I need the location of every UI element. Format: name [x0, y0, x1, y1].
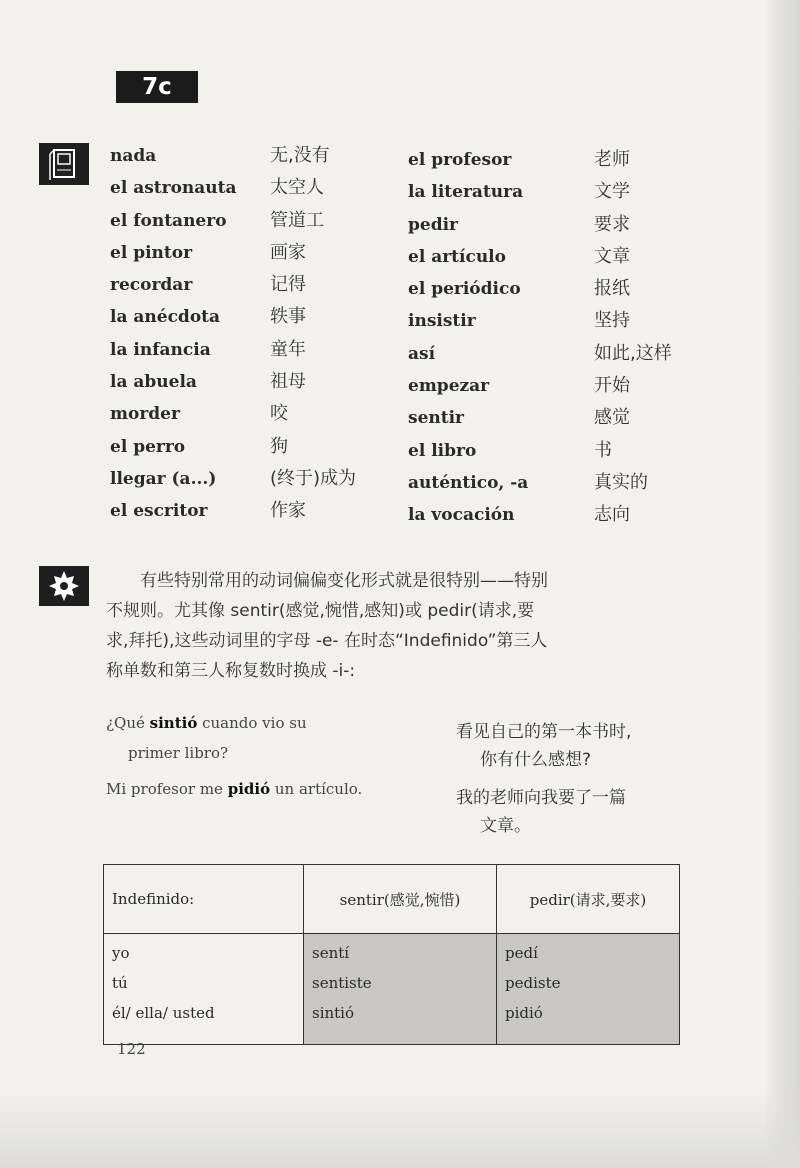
verb-form: sentiste [312, 974, 372, 992]
spanish-word: el libro [408, 440, 477, 461]
spanish-word: el perro [110, 436, 186, 457]
grammar-puzzle-icon [39, 566, 89, 606]
vocab-row [110, 172, 356, 204]
paragraph-line: 求,拜托),这些动词里的字母 -e- 在时态“Indefinido”第三人 [106, 631, 548, 651]
verb-form: sentí [312, 944, 350, 962]
example-text: Mi profesor me [106, 780, 228, 798]
page-bottom-shadow [0, 1088, 800, 1168]
vocab-row [110, 205, 356, 237]
spanish-word: nada [110, 146, 157, 166]
example-2-spanish [106, 780, 362, 798]
vocab-row [408, 370, 672, 402]
vocab-row [408, 499, 672, 531]
chinese-translation: 书 [594, 439, 612, 461]
vocab-list-left [110, 140, 356, 528]
vocab-row [408, 144, 672, 176]
spanish-word: el pintor [110, 242, 193, 263]
example-verb: pidió [227, 780, 271, 798]
table-header-row [104, 865, 680, 934]
verb-form: pedí [505, 944, 538, 962]
page-number: 122 [117, 1040, 146, 1058]
example-zh-line: 我的老师向我要了一篇 [456, 788, 626, 808]
table-row [104, 934, 680, 1045]
example-zh-line: 你有什么感想? [480, 750, 592, 770]
vocab-row [110, 140, 356, 172]
conjugation-table [103, 864, 680, 1045]
spanish-word: morder [110, 404, 180, 425]
chinese-translation: 太空人 [270, 177, 324, 199]
sentir-forms-cell [304, 934, 497, 1045]
grammar-explanation [106, 566, 696, 686]
chinese-translation: 老师 [594, 149, 630, 170]
spanish-word: el escritor [110, 501, 208, 522]
vocab-row [110, 463, 356, 495]
chinese-translation: 如此,这样 [594, 342, 672, 364]
paragraph-line: 有些特别常用的动词偏偏变化形式就是很特别——特别 [106, 571, 548, 591]
chinese-translation: 轶事 [270, 306, 306, 328]
vocab-row [408, 467, 672, 499]
spanish-word: la literatura [408, 182, 524, 203]
vocab-row [110, 269, 356, 301]
vocab-row [408, 176, 672, 208]
header-sentir: sentir(感觉,惋惜) [304, 865, 497, 934]
person-label: yo [112, 944, 130, 962]
verb-form: pidió [505, 1004, 543, 1022]
verb-form: pediste [505, 974, 561, 992]
chinese-translation: 画家 [270, 241, 306, 263]
chinese-translation: 管道工 [270, 209, 324, 231]
vocab-row [110, 334, 356, 366]
vocab-row [408, 402, 672, 434]
verb-form: sintió [312, 1004, 355, 1022]
person-label: tú [112, 974, 128, 992]
spanish-word: el astronauta [110, 178, 237, 199]
vocabulary-book-icon [39, 143, 89, 185]
vocab-row [110, 398, 356, 430]
vocab-row [408, 241, 672, 273]
chinese-translation: 无,没有 [270, 145, 330, 166]
chinese-translation: 文学 [594, 181, 630, 203]
vocab-row [408, 338, 672, 370]
chinese-translation: 感觉 [594, 407, 630, 429]
chinese-translation: 报纸 [594, 278, 630, 300]
spanish-word: el profesor [408, 150, 512, 170]
paragraph-line: 称单数和第三人称复数时换成 -i-: [106, 661, 356, 681]
example-zh-line: 看见自己的第一本书时, [456, 722, 632, 742]
chinese-translation: 开始 [594, 375, 630, 397]
header-tense: Indefinido: [104, 865, 304, 934]
chinese-translation: 要求 [594, 213, 630, 235]
spanish-word: auténtico, -a [408, 472, 529, 493]
spanish-word: empezar [408, 376, 490, 397]
example-text: cuando vio su [197, 714, 307, 732]
chinese-translation: 坚持 [594, 310, 630, 332]
chinese-translation: 咬 [270, 403, 288, 425]
example-1-chinese [456, 718, 631, 774]
spanish-word: la anécdota [110, 307, 221, 328]
example-1-spanish [106, 714, 307, 732]
spanish-word: el fontanero [110, 210, 227, 231]
vocab-list-right [408, 144, 672, 532]
chinese-translation: 童年 [270, 338, 306, 360]
spanish-word: insistir [408, 311, 476, 332]
vocab-row [408, 273, 672, 305]
chinese-translation: (终于)成为 [270, 467, 357, 489]
spanish-word: la infancia [110, 339, 211, 360]
vocab-row [408, 435, 672, 467]
chinese-translation: 祖母 [270, 371, 306, 393]
spanish-word: la abuela [110, 372, 197, 393]
vocab-row [408, 209, 672, 241]
spanish-word: recordar [110, 275, 193, 296]
chinese-translation: 志向 [594, 504, 630, 526]
spanish-word: llegar (a...) [110, 468, 217, 489]
vocab-row [110, 431, 356, 463]
persons-cell [104, 934, 304, 1045]
example-1-spanish-cont: primer libro? [128, 744, 229, 762]
spanish-word: así [408, 343, 436, 364]
chinese-translation: 真实的 [594, 471, 648, 493]
example-verb: sintió [149, 714, 198, 732]
chinese-translation: 狗 [270, 435, 288, 457]
vocab-row [110, 237, 356, 269]
person-label: él/ ella/ usted [112, 1004, 215, 1022]
header-pedir: pedir(请求,要求) [497, 865, 680, 934]
vocab-row [408, 305, 672, 337]
chinese-translation: 文章 [594, 245, 630, 267]
example-2-chinese [456, 784, 626, 840]
chinese-translation: 作家 [270, 500, 306, 522]
pedir-forms-cell [497, 934, 680, 1045]
spanish-word: el artículo [408, 246, 506, 267]
vocab-row [110, 301, 356, 333]
spanish-word: el periódico [408, 279, 521, 300]
section-tag: 7c [116, 71, 198, 103]
paragraph-line: 不规则。尤其像 sentir(感觉,惋惜,感知)或 pedir(请求,要 [106, 601, 535, 621]
chinese-translation: 记得 [270, 274, 306, 296]
example-zh-line: 文章。 [480, 816, 531, 836]
vocab-row [110, 366, 356, 398]
page-binding-shadow [766, 0, 800, 1168]
spanish-word: sentir [408, 408, 465, 429]
vocab-row [110, 495, 356, 527]
spanish-word: la vocación [408, 505, 515, 526]
example-text: ¿Qué [106, 714, 150, 732]
spanish-word: pedir [408, 214, 459, 235]
example-text: un artículo. [270, 780, 363, 798]
